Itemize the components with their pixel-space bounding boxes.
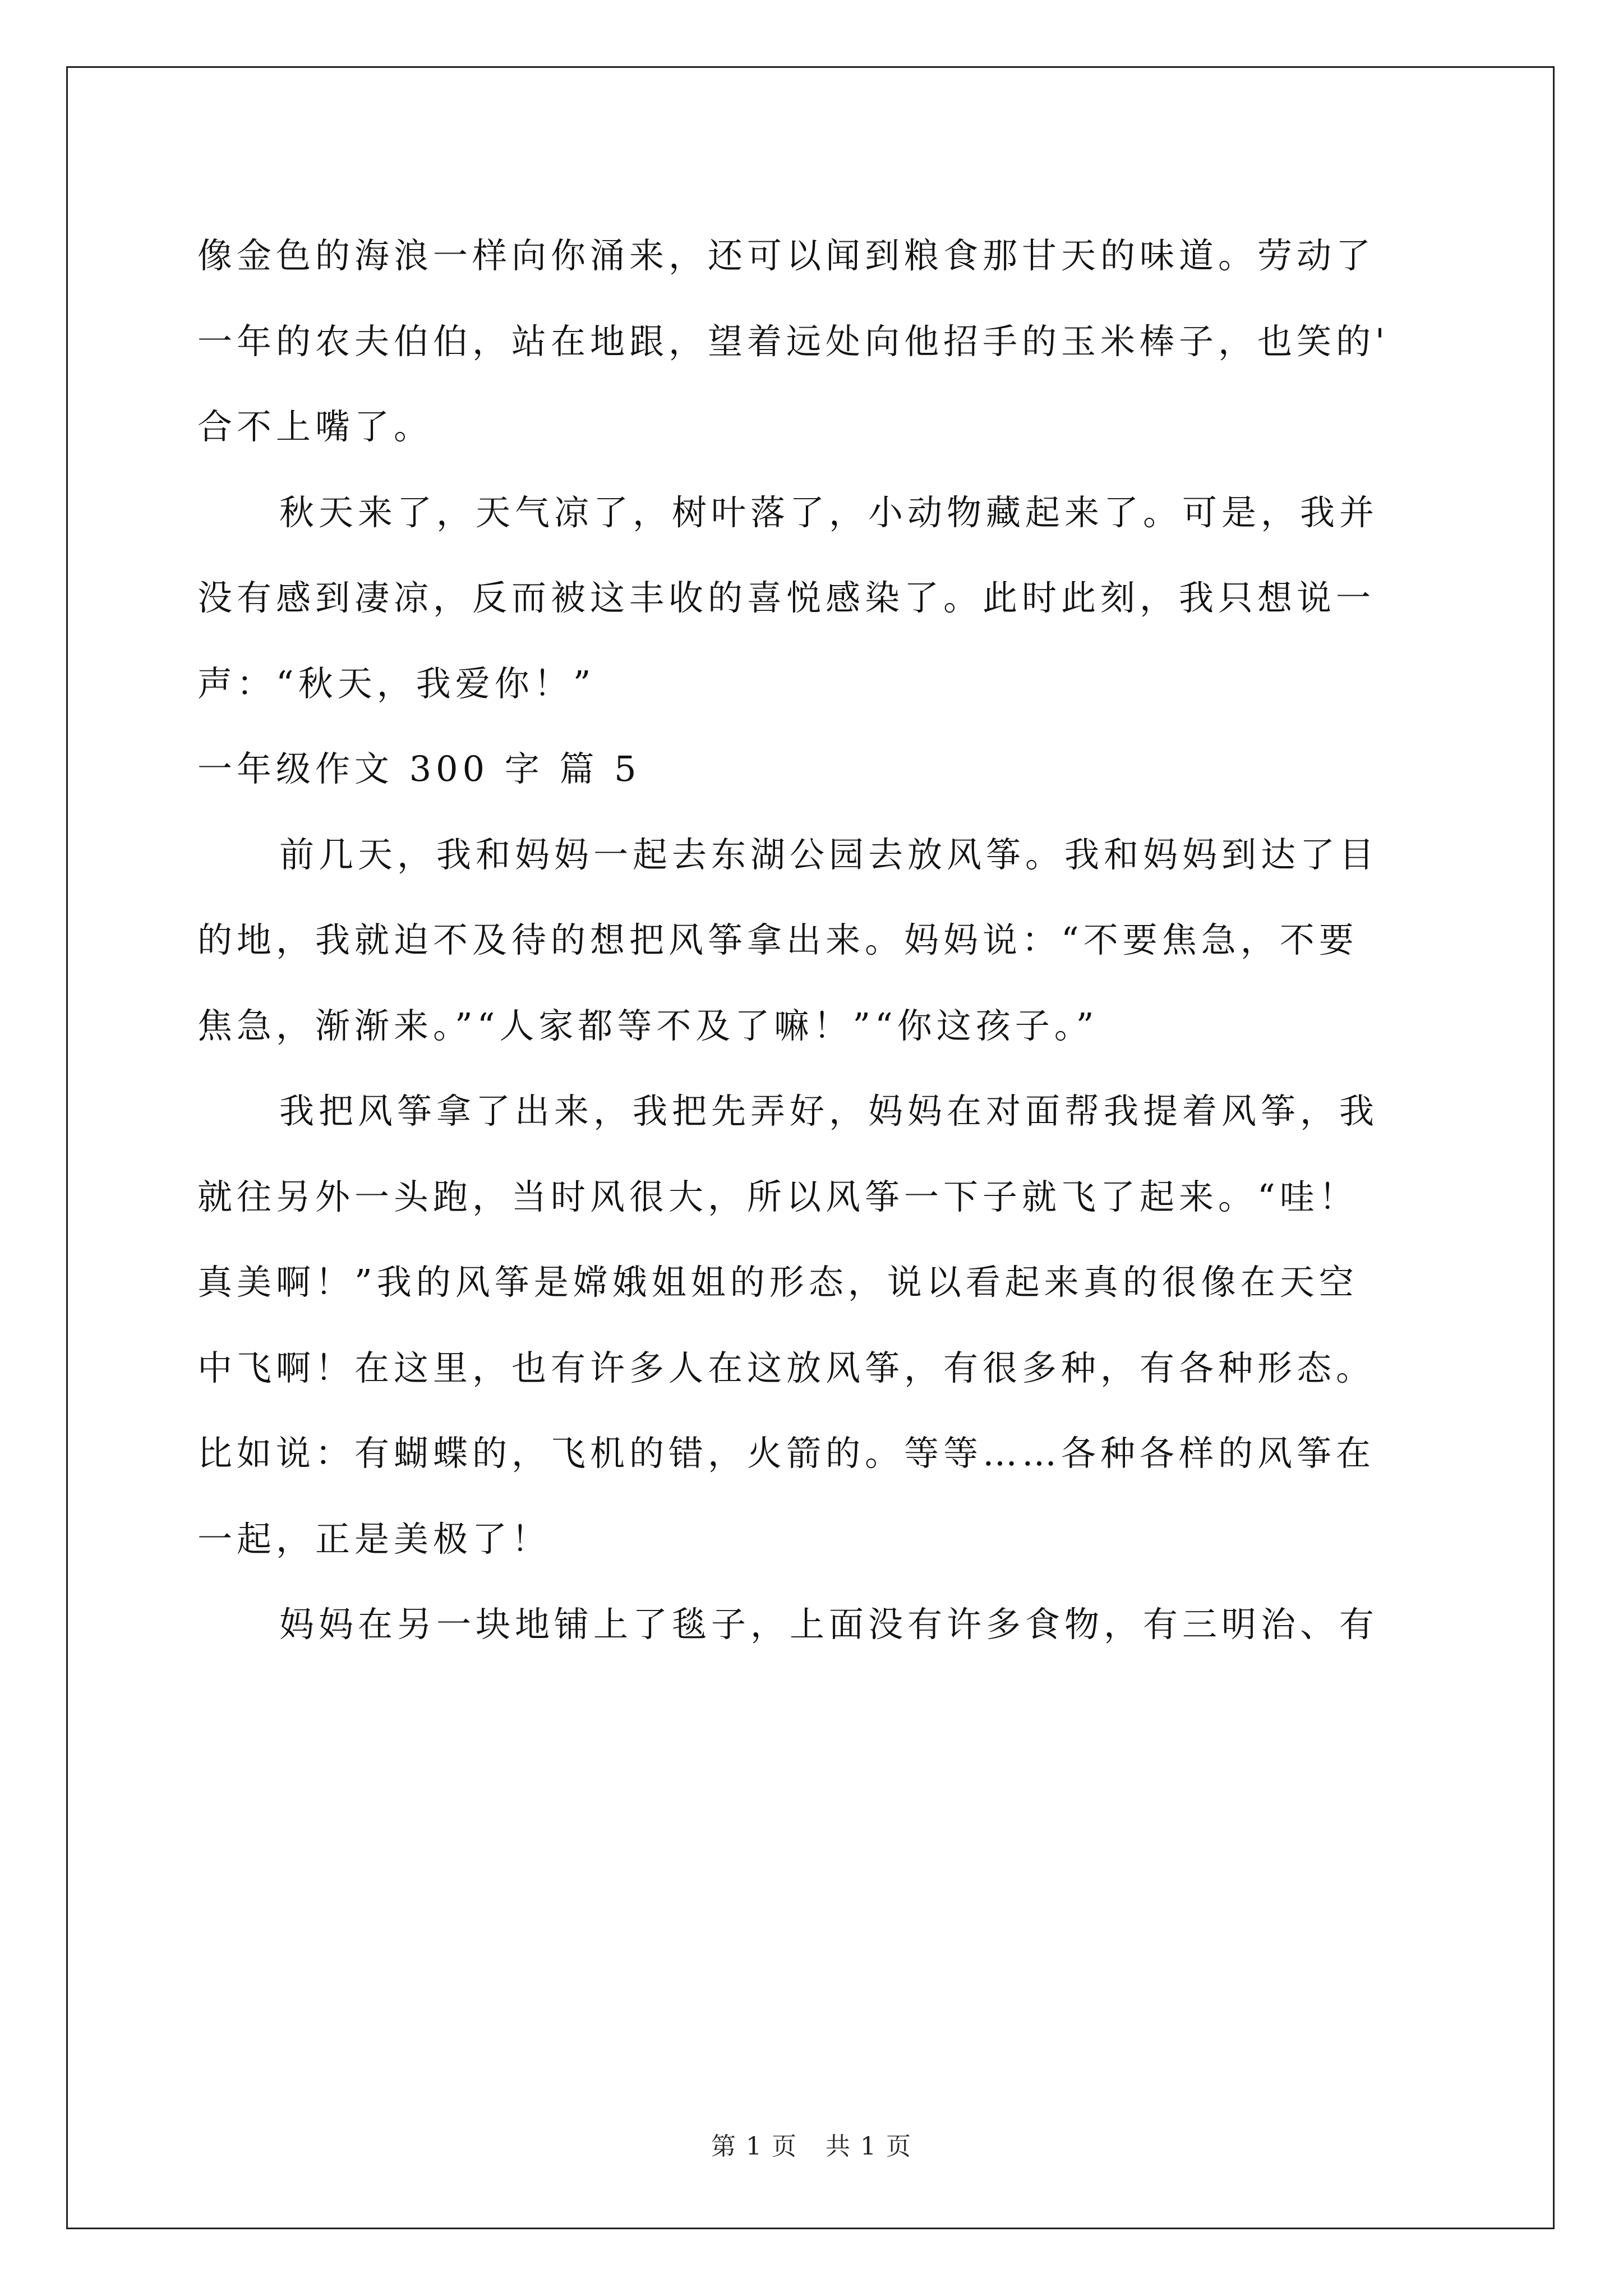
text-line-4: 秋天来了，天气凉了，树叶落了，小动物藏起来了。可是，我并 xyxy=(279,491,1379,533)
text-line-11: 我把风筝拿了出来，我把先弄好，妈妈在对面帮我提着风筝，我 xyxy=(279,1091,1379,1131)
section-heading: 一年级作文 300 字 篇 5 xyxy=(197,748,641,789)
page-footer xyxy=(0,2126,1623,2162)
text-line-1: 像金色的海浪一样向你涌来，还可以闻到粮食那甘天的味道。劳动了 xyxy=(197,235,1376,276)
text-line-12: 就往另外一头跑，当时风很大，所以风筝一下子就飞了起来。“哇！ xyxy=(197,1176,1358,1217)
text-line-15: 比如说：有蝴蝶的，飞机的错，火箭的。等等……各种各样的风筝在 xyxy=(197,1433,1376,1474)
text-line-6: 声：“秋天，我爱你！” xyxy=(197,662,596,704)
text-line-5: 没有感到凄凉，反而被这丰收的喜悦感染了。此时此刻，我只想说一 xyxy=(197,577,1376,618)
text-line-14: 中飞啊！在这里，也有许多人在这放风筝，有很多种，有各种形态。 xyxy=(197,1347,1376,1388)
document-body xyxy=(197,213,1420,1668)
text-line-8: 前几天，我和妈妈一起去东湖公园去放风筝。我和妈妈到达了目 xyxy=(279,834,1379,875)
text-line-9: 的地，我就迫不及待的想把风筝拿出来。妈妈说：“不要焦急，不要 xyxy=(197,919,1358,960)
page-number: 第 1 页 xyxy=(711,2132,797,2161)
text-line-3: 合不上嘴了。 xyxy=(197,406,434,447)
text-line-2: 一年的农夫伯伯，站在地跟，望着远处向他招手的玉米棒子，也笑的' xyxy=(197,320,1390,362)
text-line-16: 一起，正是美极了！ xyxy=(197,1518,551,1559)
text-line-17: 妈妈在另一块地铺上了毯子，上面没有许多食物，有三明治、有 xyxy=(279,1604,1379,1645)
page-total: 共 1 页 xyxy=(826,2132,912,2161)
text-line-10: 焦急，渐渐来。”“人家都等不及了嘛！”“你这孩子。” xyxy=(197,1005,1099,1046)
text-line-13: 真美啊！”我的风筝是嫦娥姐姐的形态，说以看起来真的很像在天空 xyxy=(197,1262,1358,1303)
